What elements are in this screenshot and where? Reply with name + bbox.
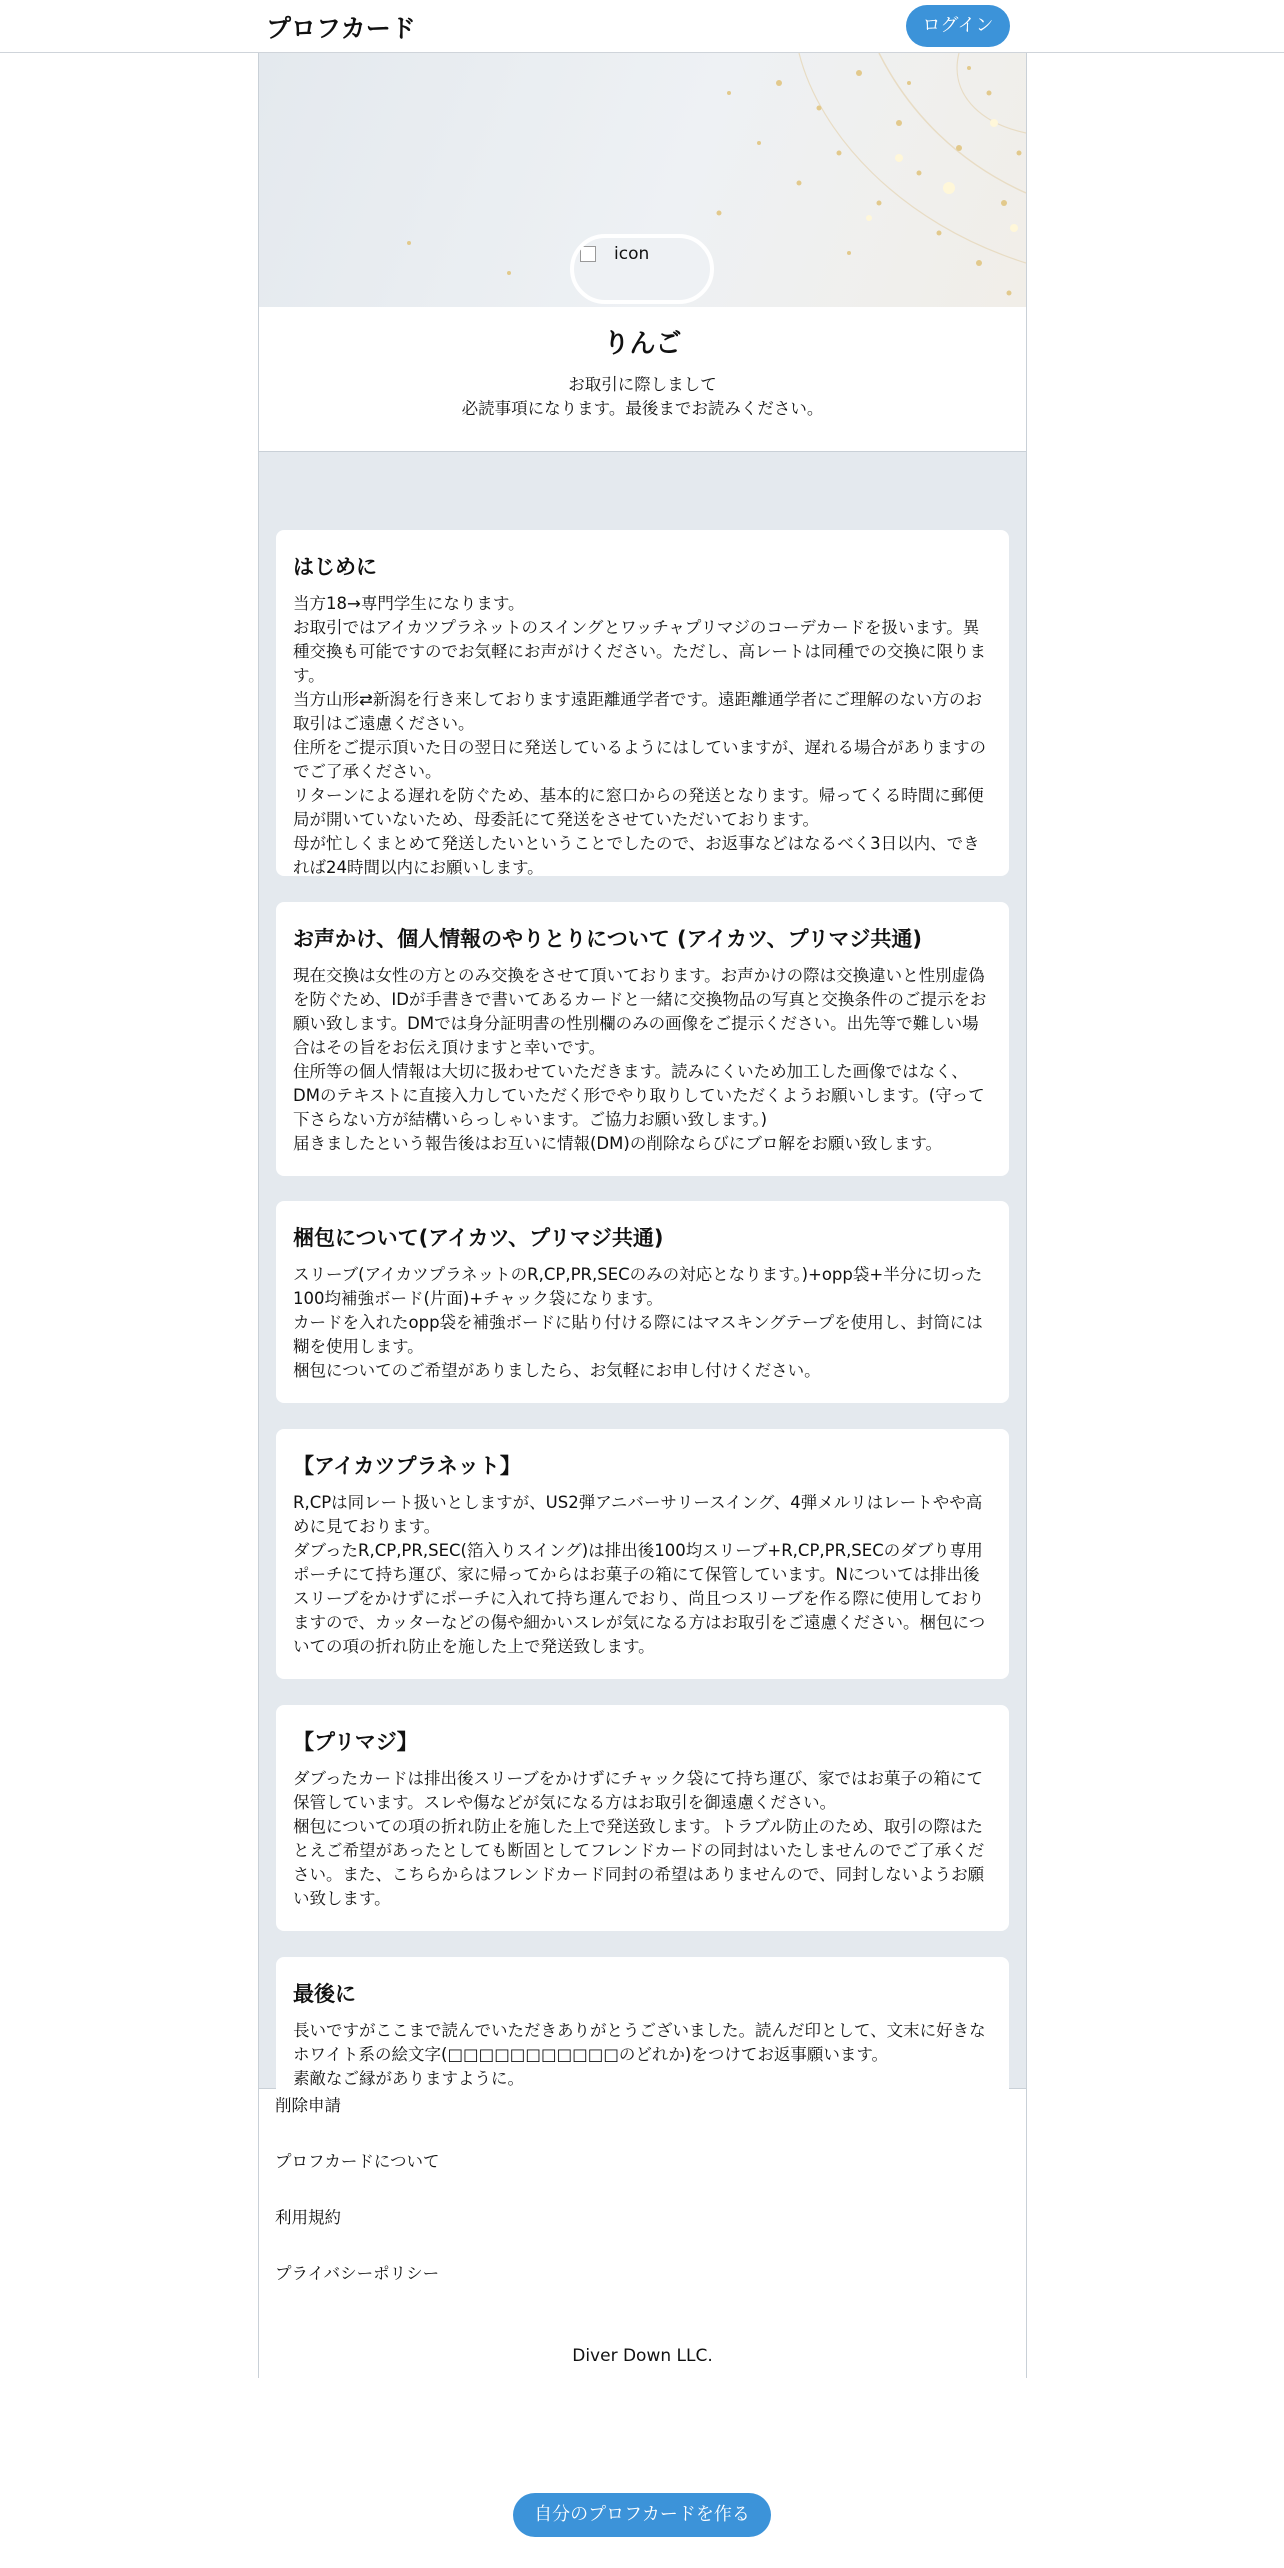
- profile-bio-line: お取引に際しまして: [568, 375, 717, 394]
- section-paragraph: 当方18→専門学生になります。: [293, 594, 525, 613]
- section-title: 梱包について(アイカツ、プリマジ共通): [293, 1226, 664, 1250]
- section-paragraph: お取引ではアイカツプラネットのスイングとワッチャプリマジのコーデカードを扱います。異種交換も可能ですのでお気軽にお声がけください。ただし、高レートは同種での交換に限ります。: [293, 618, 986, 685]
- section-title: 【プリマジ】: [293, 1730, 418, 1754]
- section-body: [293, 592, 992, 880]
- avatar: [570, 234, 714, 304]
- section-paragraph: R,CPは同レート扱いとしますが、US2弾アニバーサリースイング、4弾メルリはレートやや高めに見ております。: [293, 1493, 983, 1536]
- footer-link-about[interactable]: プロフカードについて: [275, 2152, 440, 2171]
- section-paragraph: 長いですがここまで読んでいただきありがとうございました。読んだ印として、文末に好きなホワイト系の絵文字(□□□□□□□□□□□のどれか)をつけてお返事願います。: [293, 2021, 986, 2064]
- section-body: [293, 2019, 992, 2091]
- section-title: 最後に: [293, 1982, 356, 2006]
- cover-image: [259, 53, 1026, 307]
- section-packaging: [276, 1201, 1009, 1403]
- section-paragraph: 現在交換は女性の方とのみ交換をさせて頂いております。お声かけの際は交換違いと性別虚偽を防ぐため、IDが手書きで書いてあるカードと一緒に交換物品の写真と交換条件のご提示をお願い致します。DMでは身分証明書の性別欄のみの画像をご提示ください。出先等で難しい場合はその旨をお伝え頂けますと幸いです。: [293, 966, 987, 1057]
- profile-bio: [259, 373, 1026, 421]
- section-paragraph: 素敵なご縁がありますように。: [293, 2069, 524, 2088]
- section-hajimeni: [276, 530, 1009, 876]
- section-paragraph: 母が忙しくまとめて発送したいということでしたので、お返事などはなるべく3日以内、できれば24時間以内にお願いします。: [293, 834, 980, 877]
- copyright: Diver Down LLC.: [572, 2346, 713, 2366]
- section-paragraph: 当方山形⇄新潟を行き来しております遠距離通学者です。遠距離通学者にご理解のない方のお取引はご遠慮ください。: [293, 690, 983, 733]
- footer-link-privacy[interactable]: プライバシーポリシー: [275, 2264, 440, 2283]
- section-title: 【アイカツプラネット】: [293, 1454, 521, 1478]
- section-paragraph: カードを入れたopp袋を補強ボードに貼り付ける際にはマスキングテープを使用し、封筒には糊を使用します。: [293, 1313, 983, 1356]
- section-title: はじめに: [293, 555, 377, 579]
- section-contact-privacy: [276, 902, 1009, 1176]
- section-paragraph: 住所をご提示頂いた日の翌日に発送しているようにはしていますが、遅れる場合がありますのでご了承ください。: [293, 738, 986, 781]
- footer-links: [275, 2093, 440, 2317]
- section-body: [293, 964, 992, 1156]
- footer-link-deletion-request[interactable]: 削除申請: [275, 2096, 341, 2115]
- section-paragraph: 梱包についての項の折れ防止を施した上で発送致します。トラブル防止のため、取引の際はたとえご希望があったとしても断固としてフレンドカードの同封はいたしませんのでご了承ください。また、こちらからはフレンドカード同封の希望はありませんので、同封しないようお願い致します。: [293, 1817, 985, 1908]
- site-logo-title[interactable]: プロフカード: [266, 14, 416, 43]
- section-paragraph: ダブったR,CP,PR,SEC(箔入りスイング)は排出後100均スリーブ+R,CP,PR,SECのダブり専用ポーチにて持ち運び、家に帰ってからはお菓子の箱にて保管しています。Nについては排出後スリーブをかけずにポーチに入れて持ち運んでおり、尚且つスリーブを作る際に使用しておりますので、カッターなどの傷や細かいスレが気になる方はお取引をご遠慮ください。梱包についての項の折れ防止を施した上で発送致します。: [293, 1541, 986, 1656]
- section-closing: [276, 1957, 1009, 2111]
- profile-bio-line: 必読事項になります。最後までお読みください。: [461, 399, 824, 418]
- avatar-alt-text: icon: [614, 244, 650, 264]
- section-primagi: [276, 1705, 1009, 1931]
- section-title: お声かけ、個人情報のやりとりについて (アイカツ、プリマジ共通): [293, 927, 922, 951]
- section-paragraph: スリーブ(アイカツプラネットのR,CP,PR,SECのみの対応となります。)+opp袋+半分に切った100均補強ボード(片面)+チャック袋になります。: [293, 1265, 983, 1308]
- footer-link-terms[interactable]: 利用規約: [275, 2208, 341, 2227]
- profile-name: りんご: [603, 329, 682, 359]
- section-paragraph: 梱包についてのご希望がありましたら、お気軽にお申し付けください。: [293, 1361, 821, 1380]
- section-body: [293, 1491, 992, 1659]
- section-aikatsu-planet: [276, 1429, 1009, 1679]
- login-button[interactable]: ログイン: [906, 5, 1010, 47]
- section-paragraph: ダブったカードは排出後スリーブをかけずにチャック袋にて持ち運び、家ではお菓子の箱にて保管しています。スレや傷などが気になる方はお取引を御遠慮ください。: [293, 1769, 984, 1812]
- section-paragraph: 届きましたという報告後はお互いに情報(DM)の削除ならびにブロ解をお願い致します。: [293, 1134, 942, 1153]
- section-paragraph: リターンによる遅れを防ぐため、基本的に窓口からの発送となります。帰ってくる時間に郵便局が開いていないため、母委託にて発送をさせていただいております。: [293, 786, 984, 829]
- section-body: [293, 1263, 992, 1383]
- section-body: [293, 1767, 992, 1911]
- profile-card: [258, 53, 1027, 2378]
- sections-area: [259, 451, 1026, 2089]
- top-navigation-bar: [0, 0, 1284, 53]
- section-paragraph: 住所等の個人情報は大切に扱わせていただきます。読みにくいため加工した画像ではなく、DMのテキストに直接入力していただく形でやり取りしていただくようお願いします。(守って下さらない方が結構いらっしゃいます。ご協力お願い致します。): [293, 1062, 985, 1129]
- create-profile-card-button[interactable]: 自分のプロフカードを作る: [513, 2493, 771, 2537]
- broken-image-icon: [580, 244, 649, 264]
